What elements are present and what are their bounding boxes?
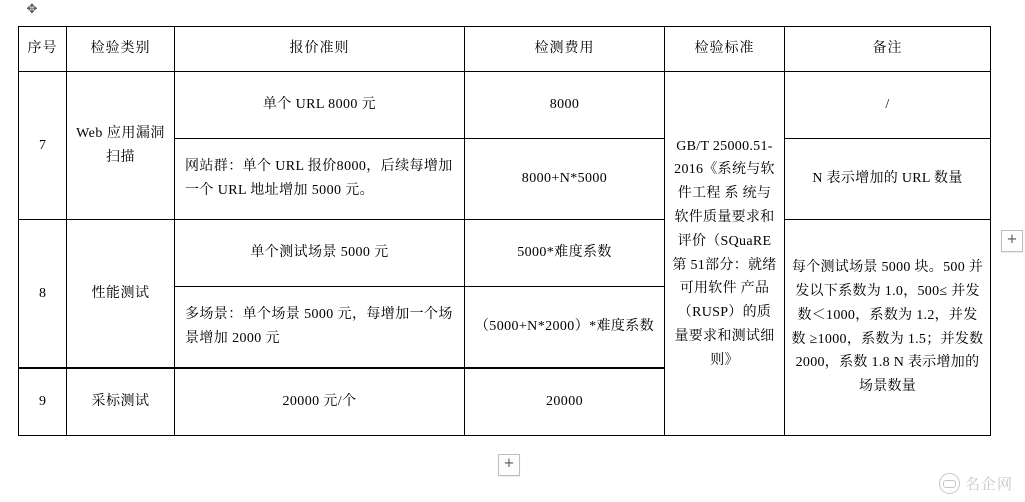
header-cell-no: 序号 [19,27,67,72]
cell-fee: 8000+N*5000 [465,139,665,220]
header-cell-category: 检验类别 [67,27,175,72]
add-column-button[interactable]: + [1001,230,1023,252]
cell-category: 采标测试 [67,369,175,436]
cell-rule: 单个 URL 8000 元 [175,72,465,139]
cell-standard: GB/T 25000.51-2016《系统与软件工程 系 统与软件质量要求和评价（SQuaRE第 51部分：就绪可用软件 产品（RUSP）的质量要求和测试细则》 [665,72,785,436]
cell-note: N 表示增加的 URL 数量 [785,139,991,220]
cell-rule: 单个测试场景 5000 元 [175,220,465,287]
header-cell-rule: 报价准则 [175,27,465,72]
watermark-text: 名企网 [964,475,1013,493]
cell-note: / [785,72,991,139]
cell-rule: 网站群：单个 URL 报价8000，后续每增加一个 URL 地址增加 5000 元。 [175,139,465,220]
table-header-row [19,27,991,72]
table-row [19,220,991,287]
company-logo-icon [939,473,960,494]
header-cell-standard: 检验标准 [665,27,785,72]
header-cell-note: 备注 [785,27,991,72]
cell-note: 每个测试场景 5000 块。500 并发以下系数为 1.0，500≤ 并发数＜1000，系数为 1.2，并发数 ≥1000，系数为 1.5；并发数2000，系数 1.8 N 表示增加的场景数量 [785,220,991,436]
cell-fee: 5000*难度系数 [465,220,665,287]
header-cell-fee: 检测费用 [465,27,665,72]
cell-no: 9 [19,369,67,436]
pricing-table [18,26,991,436]
cell-category: Web 应用漏洞扫描 [67,72,175,220]
cell-fee: 20000 [465,369,665,436]
cell-no: 8 [19,220,67,368]
table-move-handle-icon[interactable]: ✥ [26,2,38,17]
cell-fee: （5000+N*2000）*难度系数 [465,287,665,368]
cell-no: 7 [19,72,67,220]
add-row-button[interactable]: + [498,454,520,476]
cell-category: 性能测试 [67,220,175,368]
table-row [19,72,991,139]
watermark [939,473,1013,494]
cell-fee: 8000 [465,72,665,139]
cell-rule: 多场景：单个场景 5000 元，每增加一个场景增加 2000 元 [175,287,465,368]
cell-rule: 20000 元/个 [175,369,465,436]
